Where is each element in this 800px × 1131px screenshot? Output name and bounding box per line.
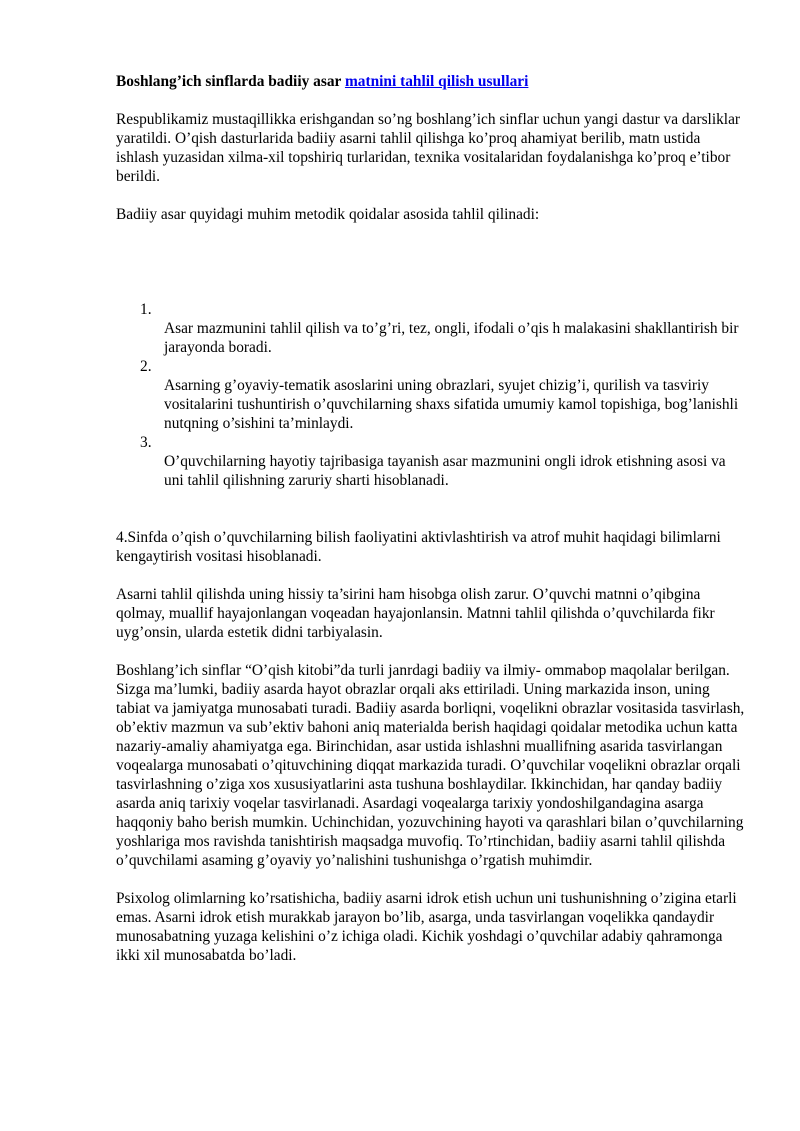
psychologists-paragraph: Psixolog olimlarning ko’rsatishicha, badiiy asarni idrok etish uchun uni tushunishning o’zigina etarli emas. Asarni idrok etish murakkab jarayon bo’lib, asarga, unda tasvirlangan voqelikka qandaydir munosabatning yuzaga kelishini o’z ichiga oladi. Kichik yoshdagi o’quvchilar adabiy qahramonga ikki xil munosabatda bo’ladi. (116, 890, 737, 964)
lead-paragraph: Badiiy asar quyidagi muhim metodik qoidalar asosida tahlil qilinadi: (116, 206, 540, 223)
emotional-effect-paragraph: Asarni tahlil qilishda uning hissiy ta’sirini ham hisobga olish zarur. O’quvchi matnni o’qibgina qolmay, muallif hayajonlangan voqeadan hayajonlansin. Matnni tahlil qilishda o’quvchilarda fikr uyg’onsin, ularda estetik didni tarbiyalasin. (116, 586, 715, 641)
intro-paragraph: Respublikamiz mustaqillikka erishgandan so’ng boshlang’ich sinflar uchun yangi dastur va darsliklar yaratildi. O’qish dasturlarida badiiy asarni tahlil qilishga ko’proq ahamiyat berilib, matn ustida ishlash yuzasidan xilma-xil topshiriq turlaridan, texnika vositalaridan foydalanishga ko’proq e’tibor berildi. (116, 111, 741, 185)
list-item (116, 300, 746, 357)
document-page (116, 72, 746, 965)
title-bold-text: Boshlang’ich sinflarda badiiy asar (116, 73, 342, 90)
list-item-text: Asarning g’oyaviy-tematik asoslarini uning obrazlari, syujet chizig’i, qurilish va tasviriy vositalarini tushuntirish o’quvchilarning shaxs sifatida umumiy kamol topishiga, bog’lanishli nutqning o’sishini ta’minlaydi. (164, 377, 739, 432)
list-item-text: O’quvchilarning hayotiy tajribasiga tayanish asar mazmunini ongli idrok etishning asosi va uni tahlil qilishning zaruriy sharti hisoblanadi. (164, 453, 726, 489)
rules-list (116, 300, 746, 490)
point-four-paragraph: 4.Sinfda o’qish o’quvchilarning bilish faoliyatini aktivlashtirish va atrof muhit haqidagi bilimlarni kengaytirish vositasi hisoblanadi. (116, 529, 721, 565)
reading-book-paragraph: Boshlang’ich sinflar “O’qish kitobi”da turli janrdagi badiiy va ilmiy- ommabop maqolalar berilgan. Sizga ma’lumki, badiiy asarda hayot obrazlar orqali aks ettiriladi. Uning markazida inson, uning tabiat va jamiyatga munosabati turadi. Badiiy asarda borliqni, voqelikni obrazlar vositasida tasvirlash, ob’ektiv mazmun va sub’ektiv bahoni aniq materialda berish haqidagi qoidalar metodika uchun katta nazariy-amaliy ahamiyatga ega. Birinchidan, asar ustida ishlashni muallifning asarida tasvirlangan voqealarga munosabati o’qituvchining diqqat markazida turadi. O’quvchilar voqelikni obrazlar orqali tasvirlashning o’ziga xos xususiyatlarini asta tushuna boshlaydilar. Ikkinchidan, har qanday badiiy asarda aniq tarixiy voqelar tasvirlanadi. Asardagi voqealarga tarixiy yondoshilgandagina asarga haqqoniy baho berish mumkin. Uchinchidan, yozuvchining hayoti va qarashlari bilan o’quvchilarning yoshlariga mos ravishda tanishtirish maqsadga muvofiq. To’rtinchidan, badiiy asarni tahlil qilishda o’quvchilami asaming g’oyaviy yo’nalishini tushunishga o’rgatish muhimdir. (116, 662, 745, 869)
list-item-number: 3. (140, 434, 152, 451)
list-item-text: Asar mazmunini tahlil qilish va to’g’ri, tez, ongli, ifodali o’qis h malakasini shakllantirish bir jarayonda boradi. (164, 320, 739, 356)
document-title (116, 72, 746, 91)
list-item (116, 357, 746, 433)
title-link[interactable]: matnini tahlil qilish usullari (344, 73, 529, 90)
list-item-number: 1. (140, 301, 152, 318)
list-item-number: 2. (140, 358, 152, 375)
list-item (116, 433, 746, 490)
